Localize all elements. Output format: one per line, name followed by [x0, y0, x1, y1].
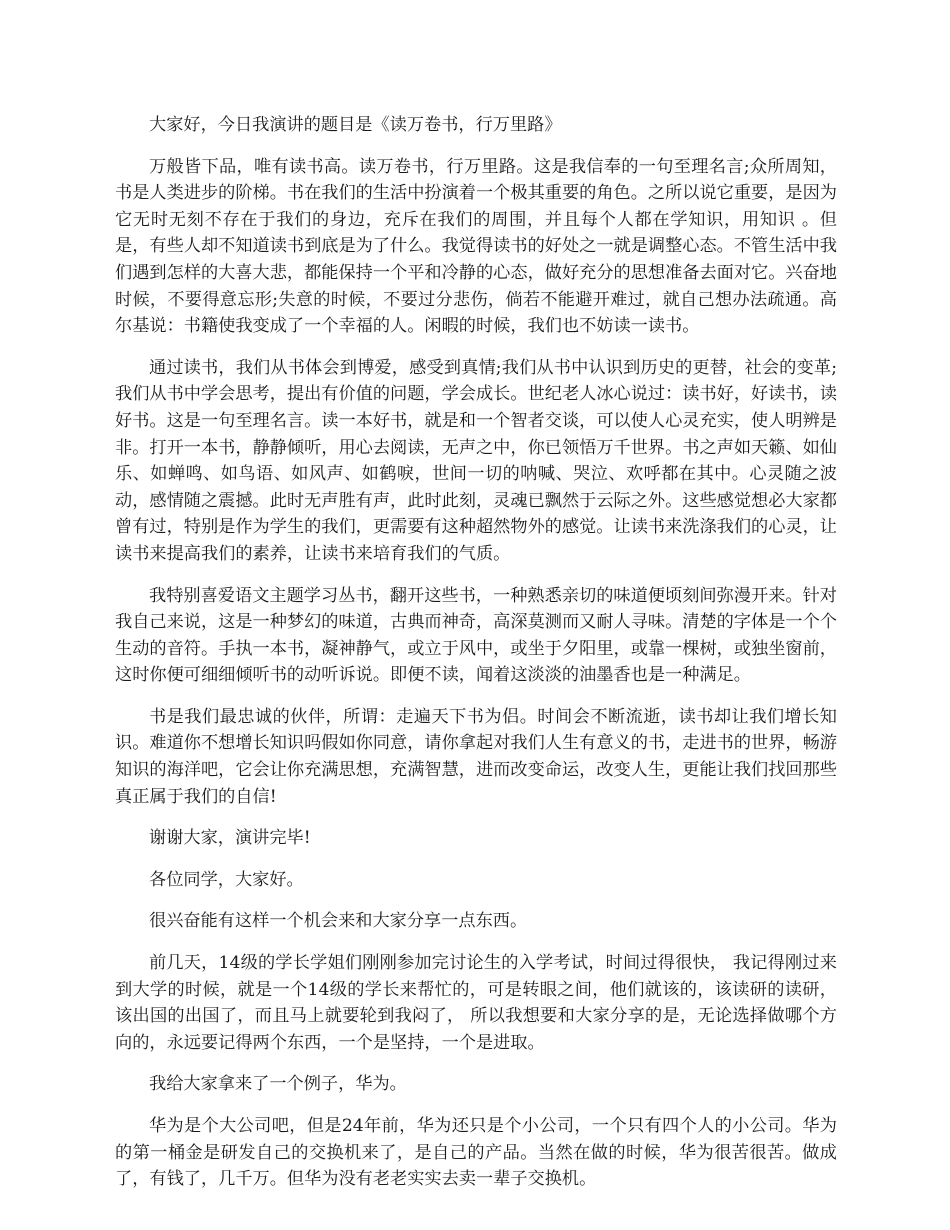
body-paragraph: 我给大家拿来了一个例子，华为。 — [149, 1074, 407, 1095]
body-paragraph: 前几天，14级的学长学姐们刚刚参加完讨论生的入学考试，时间过得很快， 我记得刚过来到大学的时候，就是一个14级的学长来帮忙的，可是转眼之间，他们就该的，该读研的读研，该出国的出国了，而且马上就要轮到我闷了， 所以我想要和大家分享的是，无论选择做哪个方向的，永远要记得两个东西，一个是坚持，一个是进取。 — [115, 953, 837, 1053]
body-paragraph: 书是我们最忠诚的伙伴，所谓：走遍天下书为侣。时间会不断流逝，读书却让我们增长知识。难道你不想增长知识吗假如你同意，请你拿起对我们人生有意义的书，走进书的世界，畅游知识的海洋吧，它会让你充满思想，充满智慧，进而改变命运，改变人生，更能让我们找回那些真正属于我们的自信! — [115, 706, 837, 807]
document-body — [115, 112, 837, 1208]
body-paragraph: 华为是个大公司吧，但是24年前，华为还只是个小公司，一个只有四个人的小公司。华为的第一桶金是研发自己的交换机来了，是自己的产品。当然在做的时候，华为很苦很苦。做成了，有钱了，几千万。但华为没有老老实实去卖一辈子交换机。 — [115, 1116, 837, 1190]
closing-paragraph: 谢谢大家，演讲完毕! — [149, 828, 311, 849]
body-paragraph: 很兴奋能有这样一个机会来和大家分享一点东西。 — [149, 911, 528, 932]
body-paragraph: 通过读书，我们从书体会到博爱，感受到真情;我们从书中认识到历史的更替，社会的变革;我们从书中学会思考，提出有价值的问题，学会成长。世纪老人冰心说过：读书好，好读书，读好书。这是一句至理名言。读一本好书，就是和一个智者交谈，可以使人心灵充实，使人明辨是非。打开一本书，静静倾听，用心去阅读，无声之中，你已领悟万千世界。书之声如天籁、如仙乐、如蝉鸣、如鸟语、如风声、如鹤唳，世间一切的呐喊、哭泣、欢呼都在其中。心灵随之波动，感情随之震撼。此时无声胜有声，此时此刻，灵魂已飘然于云际之外。这些感觉想必大家都曾有过，特别是作为学生的我们，更需要有这种超然物外的感觉。让读书来洗涤我们的心灵，让读书来提高我们的素养，让读书来培育我们的气质。 — [115, 357, 837, 564]
body-paragraph: 万般皆下品，唯有读书高。读万卷书，行万里路。这是我信奉的一句至理名言;众所周知，书是人类进步的阶梯。书在我们的生活中扮演着一个极其重要的角色。之所以说它重要，是因为它无时无刻不存在于我们的身边，充斥在我们的周围，并且每个人都在学知识，用知识 。但是，有些人却不知道读书到底是为了什么。我觉得读书的好处之一就是调整心态。不管生活中我们遇到怎样的大喜大悲，都能保持一个平和冷静的心态，做好充分的思想准备去面对它。兴奋地时候，不要得意忘形;失意的时候，不要过分悲伤，倘若不能避开难过，就自己想办法疏通。高尔基说：书籍使我变成了一个幸福的人。闲暇的时候，我们也不妨读一读书。 — [115, 156, 837, 337]
speech-title-paragraph: 大家好，今日我演讲的题目是《读万卷书，行万里路》 — [149, 115, 562, 135]
greeting-paragraph: 各位同学，大家好。 — [149, 869, 304, 890]
body-paragraph: 我特别喜爱语文主题学习丛书，翻开这些书，一种熟悉亲切的味道便顷刻间弥漫开来。针对我自己来说，这是一种梦幻的味道，古典而神奇，高深莫测而又耐人寻味。清楚的字体是一个个生动的音符。手执一本书，凝神静气，或立于风中，或坐于夕阳里，或靠一棵树，或独坐窗前，这时你便可细细倾听书的动听诉说。即便不读，闻着这淡淡的油墨香也是一种满足。 — [115, 585, 837, 686]
